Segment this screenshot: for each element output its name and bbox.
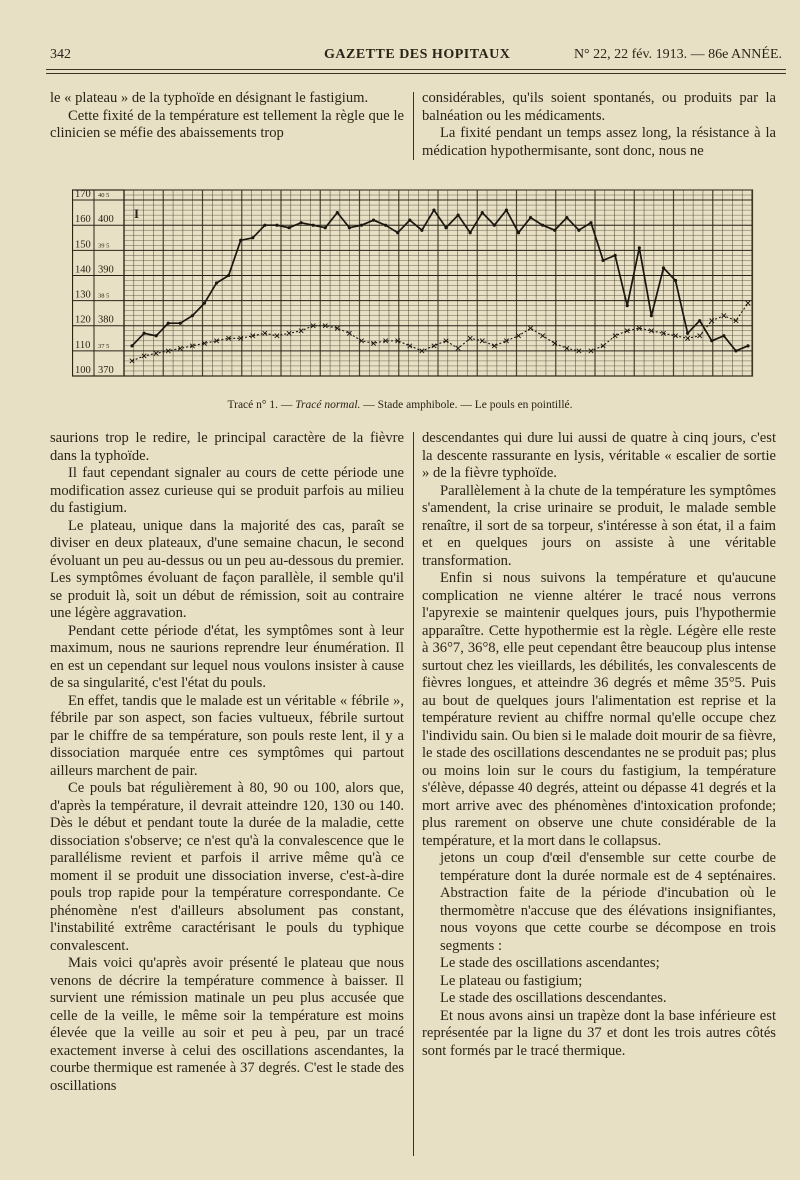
temperature-point <box>601 259 604 262</box>
pulse-tick-label: 160 <box>75 214 91 226</box>
pulse-tick-label: 130 <box>75 289 91 301</box>
temperature-point <box>408 219 411 222</box>
temperature-point <box>179 322 182 325</box>
temperature-tick-label: 37 5 <box>98 342 110 350</box>
temperature-point <box>203 302 206 305</box>
temperature-point <box>299 221 302 224</box>
temperature-point <box>674 279 677 282</box>
temperature-point <box>348 226 351 229</box>
issue-info: N° 22, 22 fév. 1913. — 86e ANNÉE. <box>573 47 782 62</box>
pulse-point <box>287 331 291 335</box>
temperature-point <box>142 332 145 335</box>
pulse-point <box>685 336 689 340</box>
temperature-point <box>420 229 423 232</box>
running-header <box>34 47 784 67</box>
pulse-point <box>468 336 472 340</box>
temperature-point <box>372 219 375 222</box>
temperature-point <box>360 224 363 227</box>
paragraph: Ce pouls bat régulièrement à 80, 90 ou 100, alors que, d'après la température, il devrait atteindre 120, 130 ou 140. Dès le début et pendant toute la durée de la maladie, cette dissociation s'observe; ce n'est qu'à la convalescence que le parallélisme revient et parfois il arrive même qu'à ce moment il se produit une dissociation inverse, c'est-à-dire pouls trop rapide pour la température correspondante. Ce phénomène n'est d'ailleurs absolument pas constant, l'instabilité extrême caractérisant le pouls du typhique convalescent. <box>50 780 404 954</box>
temperature-point <box>650 314 653 317</box>
temperature-point <box>263 224 266 227</box>
temperature-point <box>577 229 580 232</box>
temperature-point <box>227 274 230 277</box>
temperature-point <box>589 221 592 224</box>
pulse-point <box>528 326 532 330</box>
temperature-point <box>662 266 665 269</box>
paragraph: saurions trop le redire, le principal caractère de la fièvre dans la typhoïde. <box>50 430 404 464</box>
temperature-point <box>481 211 484 214</box>
paragraph: Enfin si nous suivons la température et qu'aucune complication ne vienne altérer le tracé nous verrons l'apyrexie se maintenir quelques jours, puis l'hypothermie apparaître. Cette hypothermie est la règle. Légère elle reste à 36°7, 36°8, elle peut cependant être beaucoup plus intense surtout chez les vieillards, les débilités, les convalescents de fièvres longues, et atteindre 36 degrés et même 35°5. Puis au bout de quelques jours l'alimentation est reprise et la température revient au chiffre normal qu'elle occupe chez l'individu sain. Ou bien si le malade doit mourir de sa fièvre, le stade des oscillations descendantes ne se produit pas; plus ou moins loin sur le cours du fastigium, la température s'élève, dépasse 40 degrés, atteint ou dépasse 41 degrés et la mort arrive avec des phénomènes d'intoxication profonde; plus rarement on observe une chute considérable de la température, et la mort dans le collapsus. <box>422 570 777 849</box>
temperature-point <box>191 314 194 317</box>
temperature-tick-label: 400 <box>98 214 114 226</box>
paragraph: Et nous avons ainsi un trapèze dont la base inférieure est représentée par la ligne du 37 et dont les trois autres côtés sont formés par le tracé thermique. <box>422 1007 776 1059</box>
top-right-column <box>422 90 776 160</box>
list-item: jetons un coup d'œil d'ensemble sur cette courbe de température dont la durée normale est de 4 septénaires. Abstraction faite de la période d'incubation où le thermomètre n'accuse que des élévations insignifiantes, nous voyons que cette courbe se décompose en trois segments : <box>440 850 776 954</box>
temperature-point <box>167 322 170 325</box>
paragraph: le « plateau » de la typhoïde en désignant le fastigium. <box>50 90 369 106</box>
temperature-tick-label: 370 <box>98 365 114 376</box>
temperature-point <box>396 231 399 234</box>
temperature-point <box>155 334 158 337</box>
column-separator <box>413 92 414 160</box>
temperature-point <box>746 344 749 347</box>
temperature-point <box>336 211 339 214</box>
temperature-point <box>239 239 242 242</box>
pulse-tick-label: 170 <box>75 189 91 201</box>
paragraph: considérables, qu'ils soient spontanés, ou produits par la balnéation ou les médicaments. <box>422 90 776 124</box>
temperature-point <box>384 224 387 227</box>
paragraph: Cette fixité de la température est tellement la règle que le clinicien se méfie des abaissements trop <box>50 107 404 141</box>
paragraph: Parallèlement à la chute de la température les symptômes s'amendent, la crise urinaire se produit, le malade semble renaître, il sort de sa torpeur, s'intéresse à son état, il a faim et en quelques jours on assiste à une véritable transformation. <box>422 482 776 569</box>
pulse-tick-label: 100 <box>75 365 91 376</box>
paragraph: Mais voici qu'après avoir présenté le plateau que nous venons de décrire la température commence à baisser. Il survient une rémission matinale un peu plus accusée que celle de la veille, le même soir la température est moins élevée que la veille au soir et peu à peu, par un tracé exactement inverse à celui des oscillations ascendantes, la courbe thermique est ramenée à 37 degrés. C'est le stade des oscillations <box>50 955 404 1094</box>
top-left-column <box>50 90 404 143</box>
pulse-tick-label: 140 <box>75 264 91 276</box>
temperature-tick-label: 39 5 <box>98 242 110 250</box>
journal-title: GAZETTE DES HOPITAUX <box>324 47 511 62</box>
temperature-pulse-chart <box>72 184 756 382</box>
temperature-tick-label: 40 5 <box>98 192 110 200</box>
pulse-point <box>746 301 750 305</box>
header-rule <box>46 69 786 70</box>
pulse-point <box>456 346 460 350</box>
temperature-point <box>432 209 435 212</box>
temperature-point <box>457 214 460 217</box>
temperature-tick-label: 38 5 <box>98 292 110 300</box>
temperature-point <box>686 332 689 335</box>
paragraph: Le stade des oscillations descendantes. <box>440 990 667 1006</box>
pulse-point <box>347 331 351 335</box>
temperature-point <box>493 224 496 227</box>
temperature-point <box>444 226 447 229</box>
temperature-point <box>698 319 701 322</box>
temperature-point <box>517 231 520 234</box>
pulse-tick-label: 120 <box>75 314 91 326</box>
temperature-point <box>638 246 641 249</box>
temperature-point <box>541 224 544 227</box>
paragraph: descendantes qui dure lui aussi de quatre à cinq jours, c'est la descente rassurante en lysis, véritable « escalier de sortie » de la fièvre typhoïde. <box>422 430 776 481</box>
temperature-point <box>529 216 532 219</box>
temperature-point <box>469 231 472 234</box>
temperature-point <box>710 339 713 342</box>
left-column <box>50 430 404 1095</box>
paragraph: Il faut cependant signaler au cours de cette période une modification assez curieuse qui se produit parfois au milieu du fastigium. <box>50 465 404 516</box>
temperature-point <box>734 349 737 352</box>
right-column <box>422 430 776 1060</box>
temperature-point <box>287 226 290 229</box>
temperature-point <box>312 224 315 227</box>
temperature-point <box>553 229 556 232</box>
temperature-point <box>130 344 133 347</box>
pulse-tick-label: 110 <box>75 339 91 351</box>
list-item: Le stade des oscillations ascendantes; <box>440 955 660 971</box>
temperature-point <box>215 281 218 284</box>
paragraph: Le plateau, unique dans la majorité des cas, paraît se diviser en deux plateaux, d'une semaine chacun, le second évoluant un peu au-dessus ou un peu au-dessous du premier. Les symptômes évoluant de façon parallèle, il semble qu'il se produit là, soit un début de rémission, soit au contraire une légère aggravation. <box>50 517 404 621</box>
temperature-point <box>505 209 508 212</box>
temperature-point <box>324 226 327 229</box>
pulse-point <box>154 351 158 355</box>
temperature-point <box>626 304 629 307</box>
temperature-point <box>275 224 278 227</box>
temperature-point <box>565 216 568 219</box>
temperature-point <box>251 236 254 239</box>
temperature-point <box>722 334 725 337</box>
chart-frame <box>73 190 753 376</box>
temperature-tick-label: 390 <box>98 264 114 276</box>
pulse-point <box>565 346 569 350</box>
paragraph: En effet, tandis que le malade est un véritable « fébrile », fébrile par son aspect, son facies vultueux, fébrile surtout par le chiffre de sa température, son pouls reste lent, il y a dissociation marquée entre ces symptômes qui partout ailleurs marchent de pair. <box>50 692 404 779</box>
header-rule-double <box>46 73 786 74</box>
page-number: 342 <box>50 47 71 62</box>
temperature-point <box>614 254 617 257</box>
temperature-tick-label: 380 <box>98 314 114 326</box>
pulse-tick-label: 150 <box>75 239 91 251</box>
paragraph: La fixité pendant un temps assez long, la résistance à la médication hypothermisante, sont donc, nous ne <box>422 125 776 159</box>
paragraph: Pendant cette période d'état, les symptômes sont à leur maximum, nous ne saurions reprendre leur énumération. Il en est un cependant sur lequel nous voulons insister à cause de sa singularité, c'est l'état du pouls. <box>50 622 404 691</box>
week-marker-label: I <box>134 206 140 222</box>
pulse-series-line <box>132 303 748 361</box>
column-separator <box>413 432 414 1156</box>
figure-caption: Tracé n° 1. — Tracé normal. — Stade amphibole. — Le pouls en pointillé. <box>227 399 573 411</box>
list-item: Le plateau ou fastigium; <box>440 972 583 989</box>
